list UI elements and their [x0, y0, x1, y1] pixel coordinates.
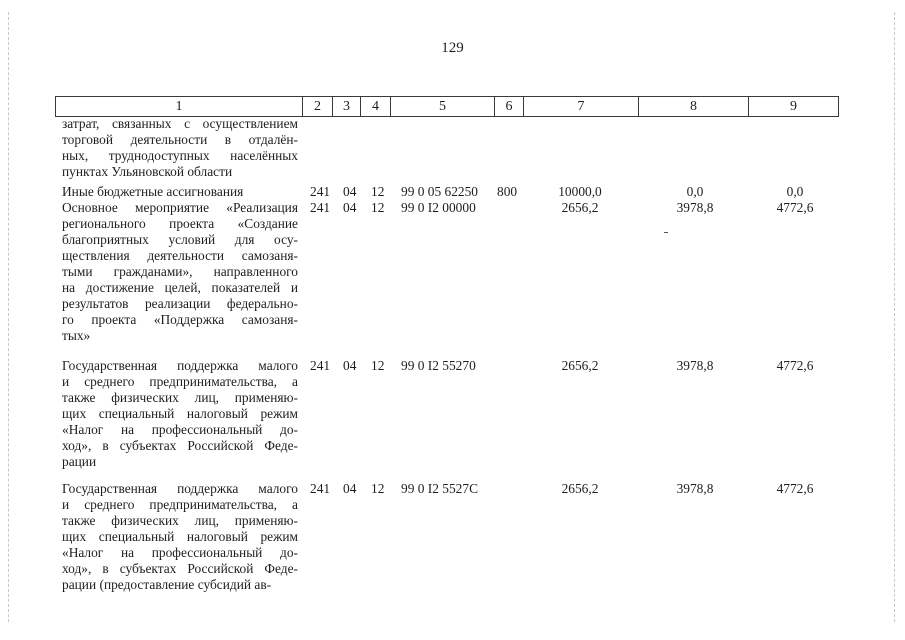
description-line: «Налог на профессиональный до-	[62, 545, 298, 560]
row-5-description	[62, 481, 298, 593]
row-4-c3: 04	[343, 358, 357, 373]
row-2-c6: 800	[497, 184, 518, 199]
row-2-c7: 10000,0	[558, 184, 602, 199]
header-col-3: 3	[333, 97, 361, 116]
row-2-c5: 99 0 05 62250	[401, 184, 478, 199]
row-5-c5: 99 0 I2 5527C	[401, 481, 478, 496]
page-edge-right	[894, 12, 896, 622]
row-2-c9: 0,0	[786, 184, 804, 199]
description-line: и среднего предпринимательства, а	[62, 374, 298, 389]
description-line: результатов реализации федерально-	[62, 296, 298, 311]
header-col-6: 6	[495, 97, 524, 116]
row-5-c2: 241	[310, 481, 331, 496]
row-3-c8: 3978,8	[676, 200, 714, 215]
page-edge-left	[8, 12, 10, 622]
description-line: Иные бюджетные ассигнования	[62, 184, 244, 199]
row-2-c3: 04	[343, 184, 357, 199]
row-2-c2: 241	[310, 184, 331, 199]
description-line: пунктах Ульяновской области	[62, 164, 233, 179]
header-col-7: 7	[524, 97, 639, 116]
table-header	[55, 96, 839, 117]
description-line: торговой деятельности в отдалён-	[62, 132, 298, 147]
row-3-description	[62, 200, 298, 344]
row-3-c4: 12	[371, 200, 385, 215]
row-4-c7: 2656,2	[561, 358, 599, 373]
header-col-1: 1	[56, 97, 303, 116]
row-5-c3: 04	[343, 481, 357, 496]
row-3-c9: 4772,6	[776, 200, 814, 215]
row-4-c2: 241	[310, 358, 331, 373]
row-2-c8: 0,0	[686, 184, 704, 199]
row-1-description	[62, 116, 298, 180]
description-line: тых»	[62, 328, 91, 343]
description-line: затрат, связанных с осуществлением	[62, 116, 298, 131]
description-line: Основное мероприятие «Реализация	[62, 200, 298, 215]
description-line: щих специальный налоговый режим	[62, 529, 298, 544]
row-4-description	[62, 358, 298, 470]
row-3-c7: 2656,2	[561, 200, 599, 215]
description-line: рации	[62, 454, 97, 469]
description-line: также физических лиц, применяю-	[62, 513, 298, 528]
description-line: тыми гражданами», направленного	[62, 264, 298, 279]
header-col-2: 2	[303, 97, 333, 116]
row-4-c8: 3978,8	[676, 358, 714, 373]
header-col-5: 5	[391, 97, 495, 116]
row-2-description	[62, 184, 298, 200]
row-2-c4: 12	[371, 184, 385, 199]
page-number: 129	[441, 40, 464, 56]
description-line: также физических лиц, применяю-	[62, 390, 298, 405]
description-line: регионального проекта «Создание	[62, 216, 298, 231]
header-col-9: 9	[749, 97, 839, 116]
row-4-c4: 12	[371, 358, 385, 373]
header-col-8: 8	[639, 97, 749, 116]
description-line: благоприятных условий для осу-	[62, 232, 298, 247]
row-5-c7: 2656,2	[561, 481, 599, 496]
stray-mark	[664, 232, 668, 233]
description-line: Государственная поддержка малого	[62, 481, 298, 496]
description-line: на достижение целей, показателей и	[62, 280, 298, 295]
description-line: ных, труднодоступных населённых	[62, 148, 298, 163]
row-5-c4: 12	[371, 481, 385, 496]
row-3-c2: 241	[310, 200, 331, 215]
row-4-c5: 99 0 I2 55270	[401, 358, 476, 373]
description-line: и среднего предпринимательства, а	[62, 497, 298, 512]
description-line: «Налог на профессиональный до-	[62, 422, 298, 437]
description-line: щих специальный налоговый режим	[62, 406, 298, 421]
header-col-4: 4	[361, 97, 391, 116]
row-3-c5: 99 0 I2 00000	[401, 200, 476, 215]
description-line: ход», в субъектах Российской Феде-	[62, 561, 298, 576]
row-4-c9: 4772,6	[776, 358, 814, 373]
description-line: ход», в субъектах Российской Феде-	[62, 438, 298, 453]
row-3-c3: 04	[343, 200, 357, 215]
row-5-c9: 4772,6	[776, 481, 814, 496]
description-line: рации (предоставление субсидий ав-	[62, 577, 272, 592]
description-line: Государственная поддержка малого	[62, 358, 298, 373]
row-5-c8: 3978,8	[676, 481, 714, 496]
description-line: го проекта «Поддержка самозаня-	[62, 312, 298, 327]
description-line: ществления деятельности самозаня-	[62, 248, 298, 263]
